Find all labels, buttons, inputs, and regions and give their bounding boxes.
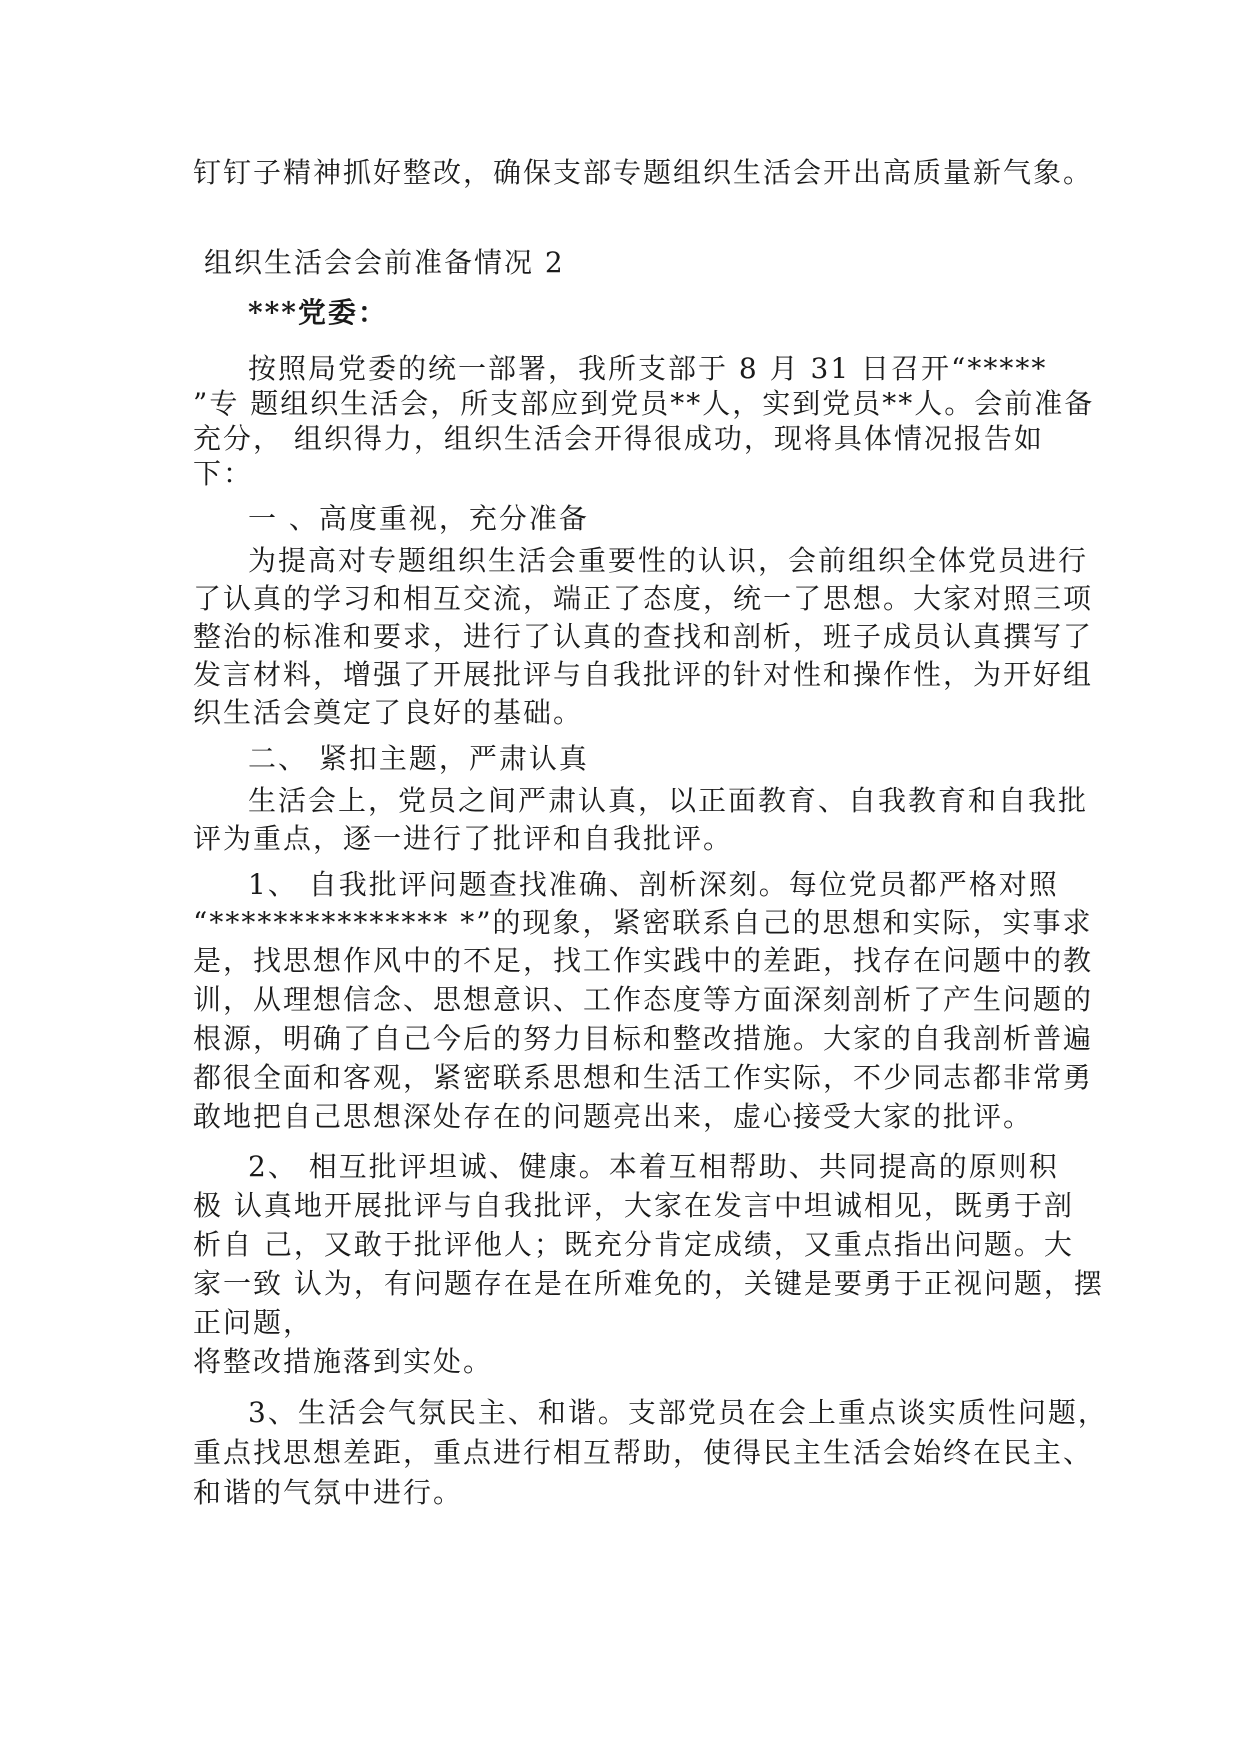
- paragraph-line: 下：: [193, 457, 254, 490]
- paragraph-line: 为提高对专题组织生活会重要性的认识，会前组织全体党员进行: [248, 544, 1089, 577]
- paragraph-line: 3、生活会气氛民主、和谐。支部党员在会上重点谈实质性问题，: [248, 1396, 1108, 1429]
- paragraph-line: 发言材料，增强了开展批评与自我批评的针对性和操作性，为开好组: [193, 658, 1094, 691]
- paragraph-line: 2、 相互批评坦诚、健康。本着互相帮助、共同提高的原则积: [248, 1150, 1059, 1183]
- paragraph-line: 织生活会奠定了良好的基础。: [193, 696, 584, 729]
- paragraph-line: 重点找思想差距，重点进行相互帮助，使得民主生活会始终在民主、: [193, 1436, 1094, 1469]
- paragraph-line: 生活会上，党员之间严肃认真，以正面教育、自我教育和自我批: [248, 784, 1089, 817]
- paragraph-line: 根源，明确了自己今后的努力目标和整改措施。大家的自我剖析普遍: [193, 1022, 1094, 1055]
- paragraph-line: 正问题，: [193, 1306, 314, 1339]
- paragraph-line: 整治的标准和要求，进行了认真的查找和剖析，班子成员认真撰写了: [193, 620, 1094, 653]
- section-title: 组织生活会会前准备情况 2: [204, 246, 565, 279]
- paragraph-line: 评为重点，逐一进行了批评和自我批评。: [193, 822, 734, 855]
- paragraph-line: 家一致 认为，有问题存在是在所难免的，关键是要勇于正视问题，摆: [193, 1267, 1104, 1300]
- paragraph-line: ”专 题组织生活会，所支部应到党员**人，实到党员**人。会前准备: [193, 387, 1095, 420]
- paragraph-line: 训，从理想信念、思想意识、工作态度等方面深刻剖析了产生问题的: [193, 983, 1094, 1016]
- paragraph-line: 和谐的气氛中进行。: [193, 1476, 464, 1509]
- heading-1: 一 、高度重视，充分准备: [248, 502, 589, 535]
- paragraph-line: 1、 自我批评问题查找准确、剖析深刻。每位党员都严格对照: [248, 868, 1059, 901]
- paragraph-line: 析自 己，又敢于批评他人；既充分肯定成绩，又重点指出问题。大: [193, 1228, 1074, 1261]
- paragraph-line: 钉钉子精神抓好整改，确保支部专题组织生活会开出高质量新气象。: [193, 156, 1094, 189]
- paragraph-line: 按照局党委的统一部署，我所支部于 8 月 31 日召开“*****: [248, 352, 1048, 385]
- paragraph-line: “*************** *”的现象，紧密联系自己的思想和实际，实事求: [193, 906, 1093, 939]
- heading-2: 二、 紧扣主题，严肃认真: [248, 742, 589, 775]
- paragraph-line: 极 认真地开展批评与自我批评，大家在发言中坦诚相见，既勇于剖: [193, 1189, 1074, 1222]
- paragraph-line: 敢地把自己思想深处存在的问题亮出来，虚心接受大家的批评。: [193, 1100, 1034, 1133]
- paragraph-line: 了认真的学习和相互交流，端正了态度，统一了思想。大家对照三项: [193, 582, 1094, 615]
- paragraph-line: 是，找思想作风中的不足，找工作实践中的差距，找存在问题中的教: [193, 944, 1094, 977]
- salutation: ***党委：: [248, 296, 388, 329]
- paragraph-line: 将整改措施落到实处。: [193, 1345, 494, 1378]
- paragraph-line: 充分， 组织得力，组织生活会开得很成功，现将具体情况报告如: [193, 422, 1044, 455]
- paragraph-line: 都很全面和客观，紧密联系思想和生活工作实际，不少同志都非常勇: [193, 1061, 1094, 1094]
